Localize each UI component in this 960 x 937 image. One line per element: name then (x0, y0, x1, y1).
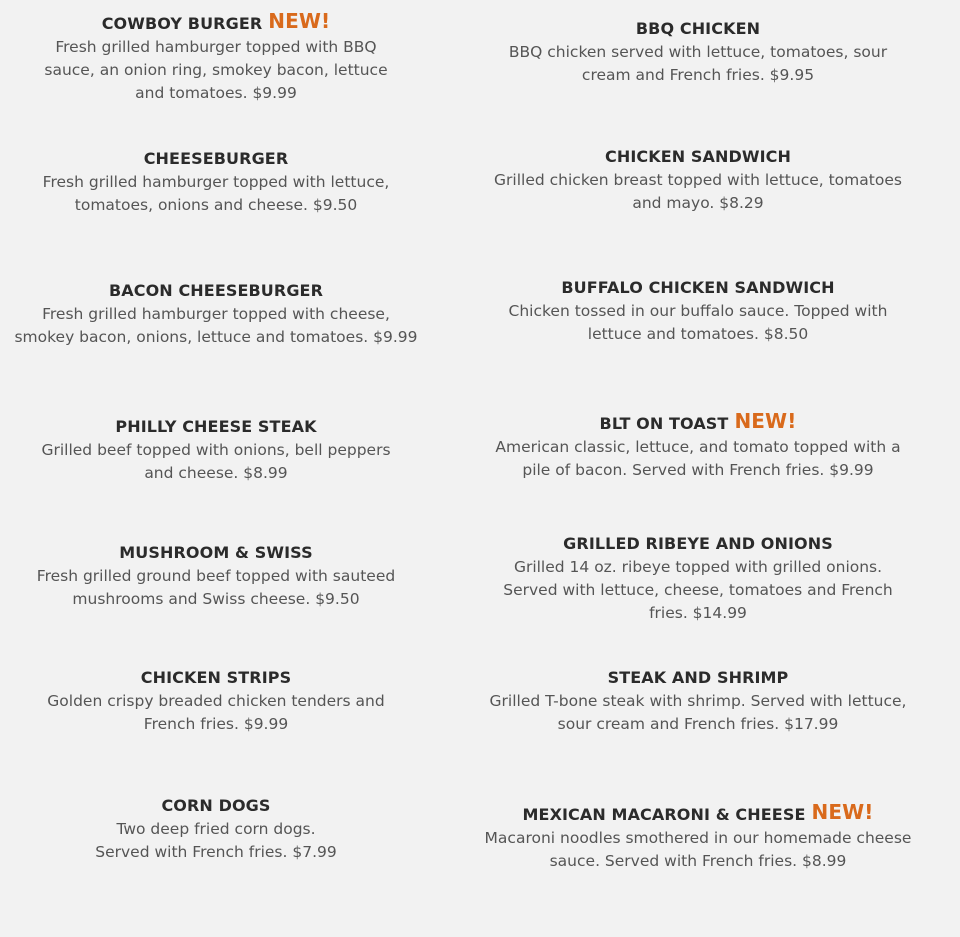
item-title: MEXICAN MACARONI & CHEESE NEW! (522, 800, 874, 824)
new-badge: NEW! (811, 800, 874, 824)
item-title: GRILLED RIBEYE AND ONIONS (563, 534, 833, 553)
item-description: BBQ chicken served with lettuce, tomatoes, sour cream and French fries. $9.95 (508, 43, 888, 84)
item-description: Two deep fried corn dogs. Served with French fries. $7.99 (95, 820, 337, 861)
menu-item (478, 277, 918, 346)
menu-item (0, 667, 432, 736)
menu-item (478, 411, 918, 482)
item-title: STEAK AND SHRIMP (607, 668, 789, 687)
menu-column-left (0, 0, 432, 937)
item-description: Grilled chicken breast topped with lettuce, tomatoes and mayo. $8.29 (494, 171, 902, 212)
item-description: Macaroni noodles smothered in our homemade cheese sauce. Served with French fries. $8.99 (484, 829, 912, 870)
menu-item (0, 280, 432, 349)
menu-column-right (478, 0, 918, 937)
item-description: Golden crispy breaded chicken tenders and French fries. $9.99 (47, 692, 385, 733)
menu-item (478, 667, 918, 736)
item-title: MUSHROOM & SWISS (119, 543, 313, 562)
item-description: Grilled beef topped with onions, bell peppers and cheese. $8.99 (41, 441, 391, 482)
item-description: Fresh grilled hamburger topped with lettuce, tomatoes, onions and cheese. $9.50 (42, 173, 390, 214)
item-title: BBQ CHICKEN (635, 19, 761, 38)
item-description: Fresh grilled hamburger topped with BBQ sauce, an onion ring, smokey bacon, lettuce and tomatoes. $9.99 (44, 38, 388, 102)
item-description: Fresh grilled ground beef topped with sauteed mushrooms and Swiss cheese. $9.50 (36, 567, 396, 608)
menu-item (478, 802, 918, 873)
item-title: BUFFALO CHICKEN SANDWICH (561, 278, 835, 297)
item-title: CHICKEN SANDWICH (604, 147, 792, 166)
item-description: American classic, lettuce, and tomato topped with a pile of bacon. Served with French fries. $9.99 (495, 438, 901, 479)
new-badge: NEW! (734, 409, 797, 433)
item-title: CHEESEBURGER (143, 149, 289, 168)
menu-item (0, 11, 432, 105)
item-title: CORN DOGS (161, 796, 271, 815)
menu-item (478, 146, 918, 215)
menu-item (478, 533, 918, 625)
item-title: BLT ON TOAST NEW! (599, 409, 797, 433)
item-title: BACON CHEESEBURGER (108, 281, 324, 300)
item-description: Grilled T-bone steak with shrimp. Served with lettuce, sour cream and French fries. $17.99 (489, 692, 907, 733)
item-description: Grilled 14 oz. ribeye topped with grilled onions. Served with lettuce, cheese, tomatoes and French fries. $14.99 (503, 558, 893, 622)
item-description: Chicken tossed in our buffalo sauce. Topped with lettuce and tomatoes. $8.50 (508, 302, 888, 343)
item-description: Fresh grilled hamburger topped with cheese, smokey bacon, onions, lettuce and tomatoes. $9.99 (14, 305, 418, 346)
item-title: CHICKEN STRIPS (140, 668, 292, 687)
new-badge: NEW! (268, 9, 331, 33)
menu-item (0, 416, 432, 485)
menu-item (0, 795, 432, 864)
menu-item (0, 148, 432, 217)
item-title: COWBOY BURGER NEW! (101, 9, 331, 33)
item-title: PHILLY CHEESE STEAK (115, 417, 317, 436)
menu-item (478, 18, 918, 87)
menu-item (0, 542, 432, 611)
